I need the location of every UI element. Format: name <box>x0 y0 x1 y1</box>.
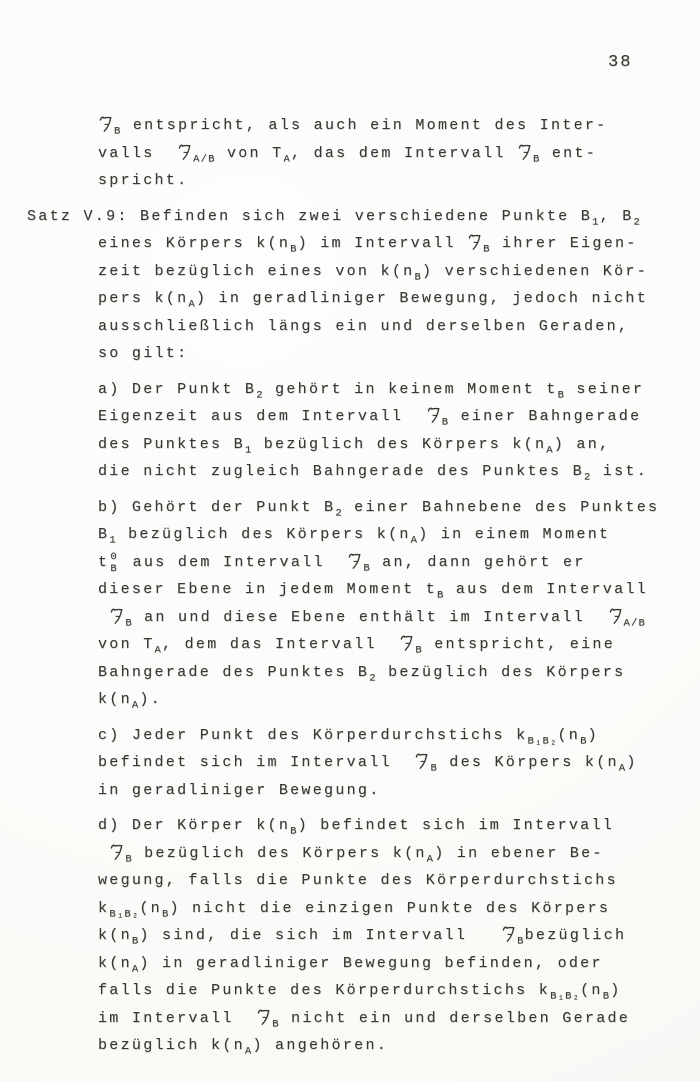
subscript: B <box>602 990 611 1003</box>
page-content <box>27 112 687 1068</box>
text-line: im Intervall $_B$ nicht ein und derselben Gerade <box>27 1005 687 1033</box>
text-line: $_B$ entspricht, als auch ein Moment des Inter- <box>27 112 687 140</box>
text-line: in geradliniger Bewegung. <box>98 781 381 799</box>
text-line: eines Körpers $k(n_B)$ im Intervall $_B$ ihrer Eigen- <box>27 230 687 258</box>
satz-v9-paragraph <box>27 203 687 368</box>
satz-label: Satz V.9: <box>27 207 141 225</box>
interval-symbol <box>257 1007 270 1026</box>
subscript: B <box>580 735 588 747</box>
subscript: B <box>290 825 298 838</box>
text-line: dieser Ebene in jedem Moment $t_B$ aus dem Intervall <box>98 581 648 602</box>
subscript: A <box>154 644 163 657</box>
subscript: 2 <box>633 216 642 228</box>
text-line: des Punktes $B_1$ bezüglich des Körpers $k(n_A)$ an, <box>98 435 611 456</box>
text-line: Satz V.9: Befinden sich zwei verschiedene Punkte $B_1$, $B_2$ <box>27 207 642 228</box>
subscript: B <box>483 243 491 256</box>
subscript: 2 <box>369 672 377 684</box>
subscript: B <box>517 935 525 948</box>
text-line: befindet sich im Intervall $_B$ des Körpers $k(n_A)$ <box>27 749 687 777</box>
subscript: B <box>363 562 371 574</box>
page-number: 38 <box>608 53 633 72</box>
subscript: 1 <box>244 444 253 456</box>
subscript: B <box>415 644 423 657</box>
subscript: B <box>114 125 122 138</box>
item-b-paragraph <box>27 494 687 714</box>
subscript: A <box>410 534 419 547</box>
text-line: bezüglich $k(n_A)$ angehören. <box>98 1037 389 1058</box>
text-line: spricht. <box>98 172 189 189</box>
subscript: A <box>618 762 627 775</box>
text-line: c) Jeder Punkt des Körperdurchstichs $k_{B_1B_2}(n_B)$ <box>98 726 599 747</box>
subscript: B <box>125 617 133 629</box>
subscript: B <box>557 389 566 401</box>
subscript: A <box>283 153 291 165</box>
subscript: 2 <box>335 507 343 519</box>
text-line: $k_{B_1B_2}(n_B)$ nicht die einzigen Punkte des Körpers <box>98 899 611 920</box>
text-line: ausschließlich längs ein und derselben Geraden, <box>98 317 630 335</box>
item-c-paragraph <box>27 722 687 805</box>
text-line: von $T_A$, dem das Intervall $_B$ entspricht, eine <box>27 631 687 659</box>
text-line: $k(n_B)$ sind, die sich im Intervall $_B$bezüglich <box>27 922 687 950</box>
subscript: A <box>131 699 140 712</box>
text-line: $k(n_A)$. <box>98 691 163 712</box>
subscript: B₁B₂ <box>550 990 581 1003</box>
subscript: A/B <box>193 153 216 165</box>
text-line: $k(n_A)$ in geradliniger Bewegung befinden, oder <box>98 954 603 975</box>
subscript: A <box>546 444 554 456</box>
subscript: B <box>272 1018 280 1030</box>
interval-symbol <box>178 142 191 161</box>
text-line: t 0 B aus dem Intervall $_B$ an, dann gehört er <box>98 550 586 575</box>
interval-symbol <box>99 114 112 133</box>
subscript: 1 <box>109 534 117 547</box>
subscript: A <box>426 853 435 865</box>
text-line: b) Gehört der Punkt $B_2$ einer Bahnebene des Punktes <box>98 498 660 519</box>
subscript: 2 <box>583 471 592 484</box>
interval-symbol <box>427 405 440 424</box>
subscript: B <box>437 589 445 602</box>
subscript: B <box>125 853 133 865</box>
interval-symbol <box>468 232 481 251</box>
text-line: so gilt: <box>98 345 189 362</box>
subscript: 1 <box>592 216 600 228</box>
text-line: falls die Punkte des Körperdurchstichs $k_{B_1B_2}(n_B)$ <box>98 982 622 1003</box>
subscript: 2 <box>256 389 264 401</box>
text-line: wegung, falls die Punkte des Körperdurchstichs <box>98 872 618 889</box>
subscript: A <box>244 1045 253 1058</box>
subscript: B <box>131 935 140 948</box>
text-line: zeit bezüglich eines von $k(n_B)$ verschiedenen Kör- <box>98 262 648 283</box>
subscript: B <box>414 271 422 283</box>
text-line: Bahngerade des Punktes $B_2$ bezüglich des Körpers <box>98 663 626 684</box>
text-line: $_B$ bezüglich des Körpers $k(n_A)$ in ebener Be- <box>27 840 687 868</box>
text-line: valls $_{A/B}$ von $T_A$, das dem Intervall $_B$ ent- <box>27 140 687 168</box>
subscript: B <box>430 762 438 775</box>
interval-symbol <box>415 751 428 770</box>
interval-symbol <box>110 606 123 625</box>
text-line: $B_1$ bezüglich des Körpers $k(n_A)$ in einem Moment <box>98 526 611 547</box>
sup-sub-stack: 0 B <box>110 550 117 575</box>
interval-symbol <box>518 142 531 161</box>
interval-symbol <box>609 606 622 625</box>
text-line: $_B$ an und diese Ebene enthält im Intervall $_{A/B}$ <box>27 604 687 632</box>
interval-symbol <box>348 551 361 570</box>
text-line: d) Der Körper $k(n_B)$ befindet sich im Intervall <box>98 817 615 838</box>
subscript: B <box>290 243 298 256</box>
intro-paragraph <box>27 112 687 195</box>
text-line: Eigenzeit aus dem Intervall $_B$ einer Bahngerade <box>27 403 687 431</box>
subscript: A <box>188 298 196 311</box>
interval-symbol <box>502 924 515 943</box>
subscript: B <box>441 416 450 429</box>
text-line: die nicht zugleich Bahngerade des Punktes $B_2$ ist. <box>98 463 648 484</box>
text-line: pers $k(n_A)$ in geradliniger Bewegung, jedoch nicht <box>98 290 648 311</box>
subscript: A/B <box>623 617 647 629</box>
interval-symbol <box>400 633 413 652</box>
subscript: B₁B₂ <box>527 735 558 747</box>
subscript: B₁B₂ <box>109 908 140 920</box>
interval-symbol <box>110 842 123 861</box>
subscript: B <box>161 908 170 920</box>
item-d-paragraph <box>27 812 687 1060</box>
subscript: B <box>533 153 541 165</box>
item-a-paragraph <box>27 376 687 486</box>
text-line: a) Der Punkt $B_2$ gehört in keinem Moment $t_B$ seiner <box>98 380 645 401</box>
subscript: A <box>131 963 140 975</box>
